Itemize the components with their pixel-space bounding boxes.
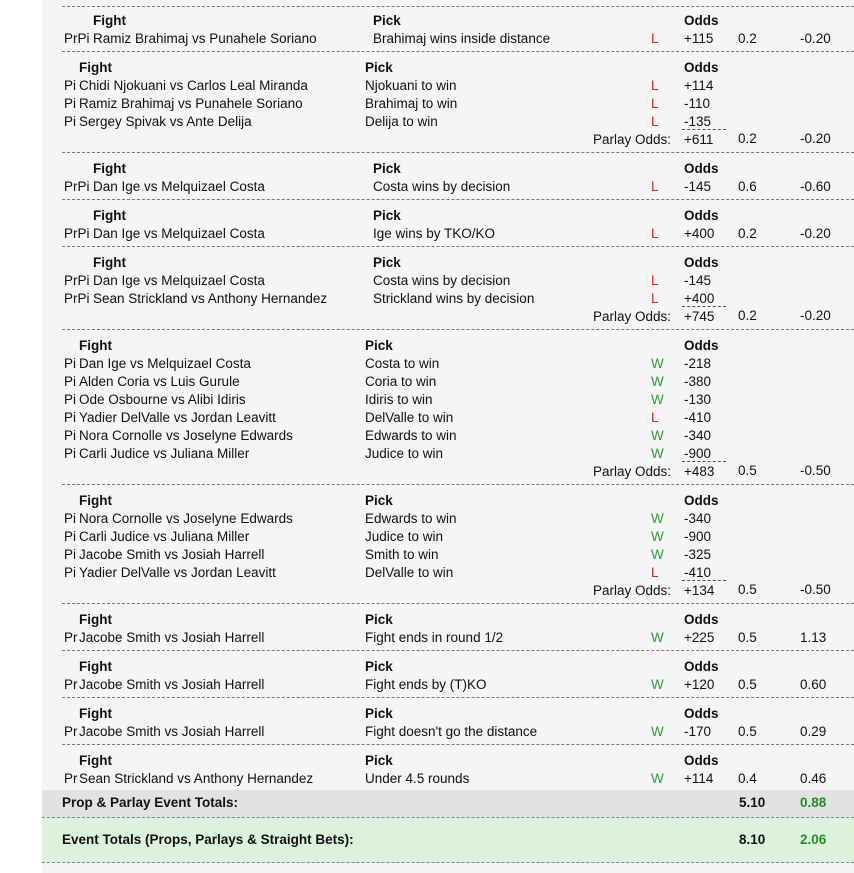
odds-header: Odds	[684, 706, 719, 721]
pick-text: Brahimaj to win	[365, 96, 458, 111]
bet-separator	[62, 744, 854, 745]
fight-header: Fight	[93, 13, 126, 28]
fight-header: Fight	[79, 753, 112, 768]
stake-value: 0.5	[738, 724, 757, 739]
pick-header: Pick	[365, 493, 393, 508]
pick-header: Pick	[365, 706, 393, 721]
odds-header: Odds	[684, 255, 719, 270]
fight-matchup: Sean Strickland vs Anthony Hernandez	[79, 771, 314, 786]
odds-value: -380	[684, 374, 712, 389]
result-badge: W	[651, 356, 664, 371]
fight-matchup: Carli Judice vs Juliana Miller	[79, 529, 250, 544]
fight-matchup: Dan Ige vs Melquizael Costa	[93, 226, 265, 241]
bet-type-tag: PrPi	[64, 291, 90, 306]
odds-value: +400	[684, 226, 715, 241]
odds-value: -340	[684, 511, 712, 526]
result-badge: L	[651, 31, 659, 46]
pick-text: Smith to win	[365, 547, 439, 562]
net-value: 0.60	[800, 677, 827, 692]
result-badge: L	[651, 78, 659, 93]
event-totals-stake: 8.10	[739, 832, 766, 847]
bet-type-tag: Pi	[64, 428, 77, 443]
bet-type-tag: Pi	[64, 114, 77, 129]
bet-type-tag: Pi	[64, 529, 77, 544]
pick-header: Pick	[365, 659, 393, 674]
stake-value: 0.2	[738, 226, 757, 241]
bet-type-tag: Pr	[64, 630, 78, 645]
odds-value: -145	[684, 273, 712, 288]
result-badge: W	[651, 511, 664, 526]
pick-header: Pick	[365, 338, 393, 353]
parlay-odds-label: Parlay Odds:	[593, 464, 672, 479]
bet-type-tag: Pr	[64, 771, 78, 786]
fight-matchup: Nora Cornolle vs Joselyne Edwards	[79, 511, 293, 526]
pick-text: Delija to win	[365, 114, 438, 129]
result-badge: W	[651, 677, 664, 692]
bet-separator	[62, 650, 854, 651]
fight-header: Fight	[79, 706, 112, 721]
parlay-odds-label: Parlay Odds:	[593, 583, 672, 598]
result-badge: L	[651, 565, 659, 580]
fight-matchup: Ode Osbourne vs Alibi Idiris	[79, 392, 246, 407]
net-value: 0.46	[800, 771, 827, 786]
odds-header: Odds	[684, 493, 719, 508]
pick-header: Pick	[365, 60, 393, 75]
prop-parlay-totals-row	[42, 790, 854, 818]
odds-value: -325	[684, 547, 712, 562]
net-value: 1.13	[800, 630, 827, 645]
bet-type-tag: Pi	[64, 511, 77, 526]
pick-text: Brahimaj wins inside distance	[373, 31, 551, 46]
bet-type-tag: Pi	[64, 547, 77, 562]
odds-value: -170	[684, 724, 712, 739]
bet-type-tag: Pi	[64, 565, 77, 580]
result-badge: W	[651, 724, 664, 739]
fight-matchup: Jacobe Smith vs Josiah Harrell	[79, 547, 265, 562]
odds-value: -410	[684, 565, 712, 580]
fight-matchup: Nora Cornolle vs Joselyne Edwards	[79, 428, 293, 443]
fight-matchup: Sergey Spivak vs Ante Delija	[79, 114, 252, 129]
pick-text: Fight ends in round 1/2	[365, 630, 504, 645]
pick-text: Fight doesn't go the distance	[365, 724, 538, 739]
odds-value: -145	[684, 179, 712, 194]
bet-separator	[62, 246, 854, 247]
pick-text: Under 4.5 rounds	[365, 771, 470, 786]
odds-value: -900	[684, 446, 712, 461]
result-badge: W	[651, 771, 664, 786]
stake-value: 0.5	[738, 677, 757, 692]
prop-parlay-totals-label: Prop & Parlay Event Totals:	[62, 795, 239, 810]
pick-header: Pick	[365, 753, 393, 768]
pick-text: Edwards to win	[365, 428, 457, 443]
odds-header: Odds	[684, 161, 719, 176]
fight-header: Fight	[93, 208, 126, 223]
odds-header: Odds	[684, 338, 719, 353]
odds-value: +115	[684, 31, 714, 46]
fight-matchup: Yadier DelValle vs Jordan Leavitt	[79, 565, 276, 580]
result-badge: L	[651, 273, 659, 288]
odds-value: -410	[684, 410, 712, 425]
event-totals-label: Event Totals (Props, Parlays & Straight Bets):	[62, 832, 354, 847]
odds-value: +400	[684, 291, 715, 306]
fight-matchup: Alden Coria vs Luis Gurule	[79, 374, 240, 389]
net-value: -0.50	[800, 582, 831, 597]
odds-value: -110	[684, 96, 711, 111]
fight-matchup: Jacobe Smith vs Josiah Harrell	[79, 677, 265, 692]
bet-separator	[62, 51, 854, 52]
pick-text: Idiris to win	[365, 392, 433, 407]
fight-matchup: Dan Ige vs Melquizael Costa	[93, 273, 265, 288]
bet-type-tag: Pi	[64, 96, 77, 111]
fight-header: Fight	[93, 161, 126, 176]
bet-separator	[62, 603, 854, 604]
odds-underline	[682, 129, 726, 130]
odds-header: Odds	[684, 208, 719, 223]
event-totals-net: 2.06	[800, 832, 827, 847]
result-badge: W	[651, 392, 664, 407]
event-totals-row	[42, 818, 854, 863]
odds-underline	[682, 306, 726, 307]
result-badge: W	[651, 446, 664, 461]
fight-matchup: Jacobe Smith vs Josiah Harrell	[79, 630, 265, 645]
pick-text: Costa to win	[365, 356, 440, 371]
fight-header: Fight	[93, 255, 126, 270]
bet-type-tag: PrPi	[64, 31, 90, 46]
bet-type-tag: Pi	[64, 392, 77, 407]
bet-type-tag: Pr	[64, 677, 78, 692]
fight-header: Fight	[79, 493, 112, 508]
bet-type-tag: Pi	[64, 356, 77, 371]
odds-value: +120	[684, 677, 715, 692]
pick-text: Judice to win	[365, 529, 444, 544]
fight-header: Fight	[79, 338, 112, 353]
bet-type-tag: Pr	[64, 724, 78, 739]
result-badge: L	[651, 114, 659, 129]
parlay-odds-value: +745	[684, 309, 715, 324]
stake-value: 0.2	[738, 131, 757, 146]
odds-value: -218	[684, 356, 712, 371]
prop-parlay-totals-stake: 5.10	[739, 795, 766, 810]
net-value: -0.20	[800, 226, 831, 241]
fight-header: Fight	[79, 612, 112, 627]
stake-value: 0.2	[738, 31, 757, 46]
fight-matchup: Dan Ige vs Melquizael Costa	[93, 179, 265, 194]
bet-separator	[62, 484, 854, 485]
bet-type-tag: Pi	[64, 374, 77, 389]
parlay-odds-label: Parlay Odds:	[593, 132, 672, 147]
fight-matchup: Ramiz Brahimaj vs Punahele Soriano	[79, 96, 303, 111]
result-badge: W	[651, 374, 664, 389]
odds-value: +225	[684, 630, 715, 645]
bet-separator	[62, 697, 854, 698]
fight-matchup: Chidi Njokuani vs Carlos Leal Miranda	[79, 78, 308, 93]
stake-value: 0.6	[738, 179, 757, 194]
stake-value: 0.4	[738, 771, 757, 786]
bet-type-tag: PrPi	[64, 179, 90, 194]
fight-matchup: Dan Ige vs Melquizael Costa	[79, 356, 251, 371]
odds-header: Odds	[684, 753, 719, 768]
pick-text: Edwards to win	[365, 511, 457, 526]
result-badge: L	[651, 226, 659, 241]
parlay-odds-value: +483	[684, 464, 715, 479]
result-badge: W	[651, 630, 664, 645]
fight-matchup: Sean Strickland vs Anthony Hernandez	[93, 291, 328, 306]
net-value: -0.20	[800, 131, 831, 146]
bet-separator	[62, 152, 854, 153]
pick-text: Coria to win	[365, 374, 437, 389]
parlay-odds-label: Parlay Odds:	[593, 309, 672, 324]
stake-value: 0.5	[738, 630, 757, 645]
pick-text: Costa wins by decision	[373, 273, 511, 288]
pick-header: Pick	[365, 612, 393, 627]
bet-type-tag: Pi	[64, 78, 77, 93]
odds-value: -340	[684, 428, 712, 443]
top-separator	[62, 6, 854, 7]
bet-type-tag: PrPi	[64, 273, 90, 288]
fight-matchup: Yadier DelValle vs Jordan Leavitt	[79, 410, 276, 425]
bet-type-tag: Pi	[64, 410, 77, 425]
pick-header: Pick	[373, 208, 401, 223]
pick-text: Judice to win	[365, 446, 444, 461]
result-badge: W	[651, 428, 664, 443]
result-badge: L	[651, 96, 659, 111]
pick-text: Fight ends by (T)KO	[365, 677, 487, 692]
net-value: 0.29	[800, 724, 827, 739]
odds-header: Odds	[684, 612, 719, 627]
fight-header: Fight	[79, 659, 112, 674]
odds-value: -900	[684, 529, 712, 544]
pick-text: DelValle to win	[365, 565, 454, 580]
parlay-odds-value: +134	[684, 583, 715, 598]
prop-parlay-totals-net: 0.88	[800, 795, 827, 810]
parlay-odds-value: +611	[684, 132, 714, 147]
result-badge: W	[651, 547, 664, 562]
pick-header: Pick	[373, 255, 401, 270]
pick-text: Njokuani to win	[365, 78, 457, 93]
result-badge: L	[651, 410, 659, 425]
result-badge: L	[651, 291, 659, 306]
result-badge: W	[651, 529, 664, 544]
net-value: -0.50	[800, 463, 831, 478]
bet-separator	[62, 199, 854, 200]
result-badge: L	[651, 179, 659, 194]
odds-header: Odds	[684, 659, 719, 674]
bet-type-tag: Pi	[64, 446, 77, 461]
pick-header: Pick	[373, 161, 401, 176]
net-value: -0.60	[800, 179, 831, 194]
pick-text: Costa wins by decision	[373, 179, 511, 194]
bet-type-tag: PrPi	[64, 226, 90, 241]
fight-matchup: Ramiz Brahimaj vs Punahele Soriano	[93, 31, 317, 46]
stake-value: 0.5	[738, 582, 757, 597]
fight-matchup: Carli Judice vs Juliana Miller	[79, 446, 250, 461]
pick-text: Ige wins by TKO/KO	[373, 226, 496, 241]
odds-value: -130	[684, 392, 712, 407]
odds-header: Odds	[684, 13, 719, 28]
odds-underline	[682, 580, 726, 581]
odds-underline	[682, 461, 726, 462]
odds-value: -135	[684, 114, 712, 129]
odds-value: +114	[684, 78, 714, 93]
pick-text: Strickland wins by decision	[373, 291, 535, 306]
bet-separator	[62, 329, 854, 330]
net-value: -0.20	[800, 308, 831, 323]
pick-text: DelValle to win	[365, 410, 454, 425]
stake-value: 0.2	[738, 308, 757, 323]
net-value: -0.20	[800, 31, 831, 46]
stake-value: 0.5	[738, 463, 757, 478]
fight-matchup: Jacobe Smith vs Josiah Harrell	[79, 724, 265, 739]
odds-value: +114	[684, 771, 714, 786]
pick-header: Pick	[373, 13, 401, 28]
odds-header: Odds	[684, 60, 719, 75]
fight-header: Fight	[79, 60, 112, 75]
